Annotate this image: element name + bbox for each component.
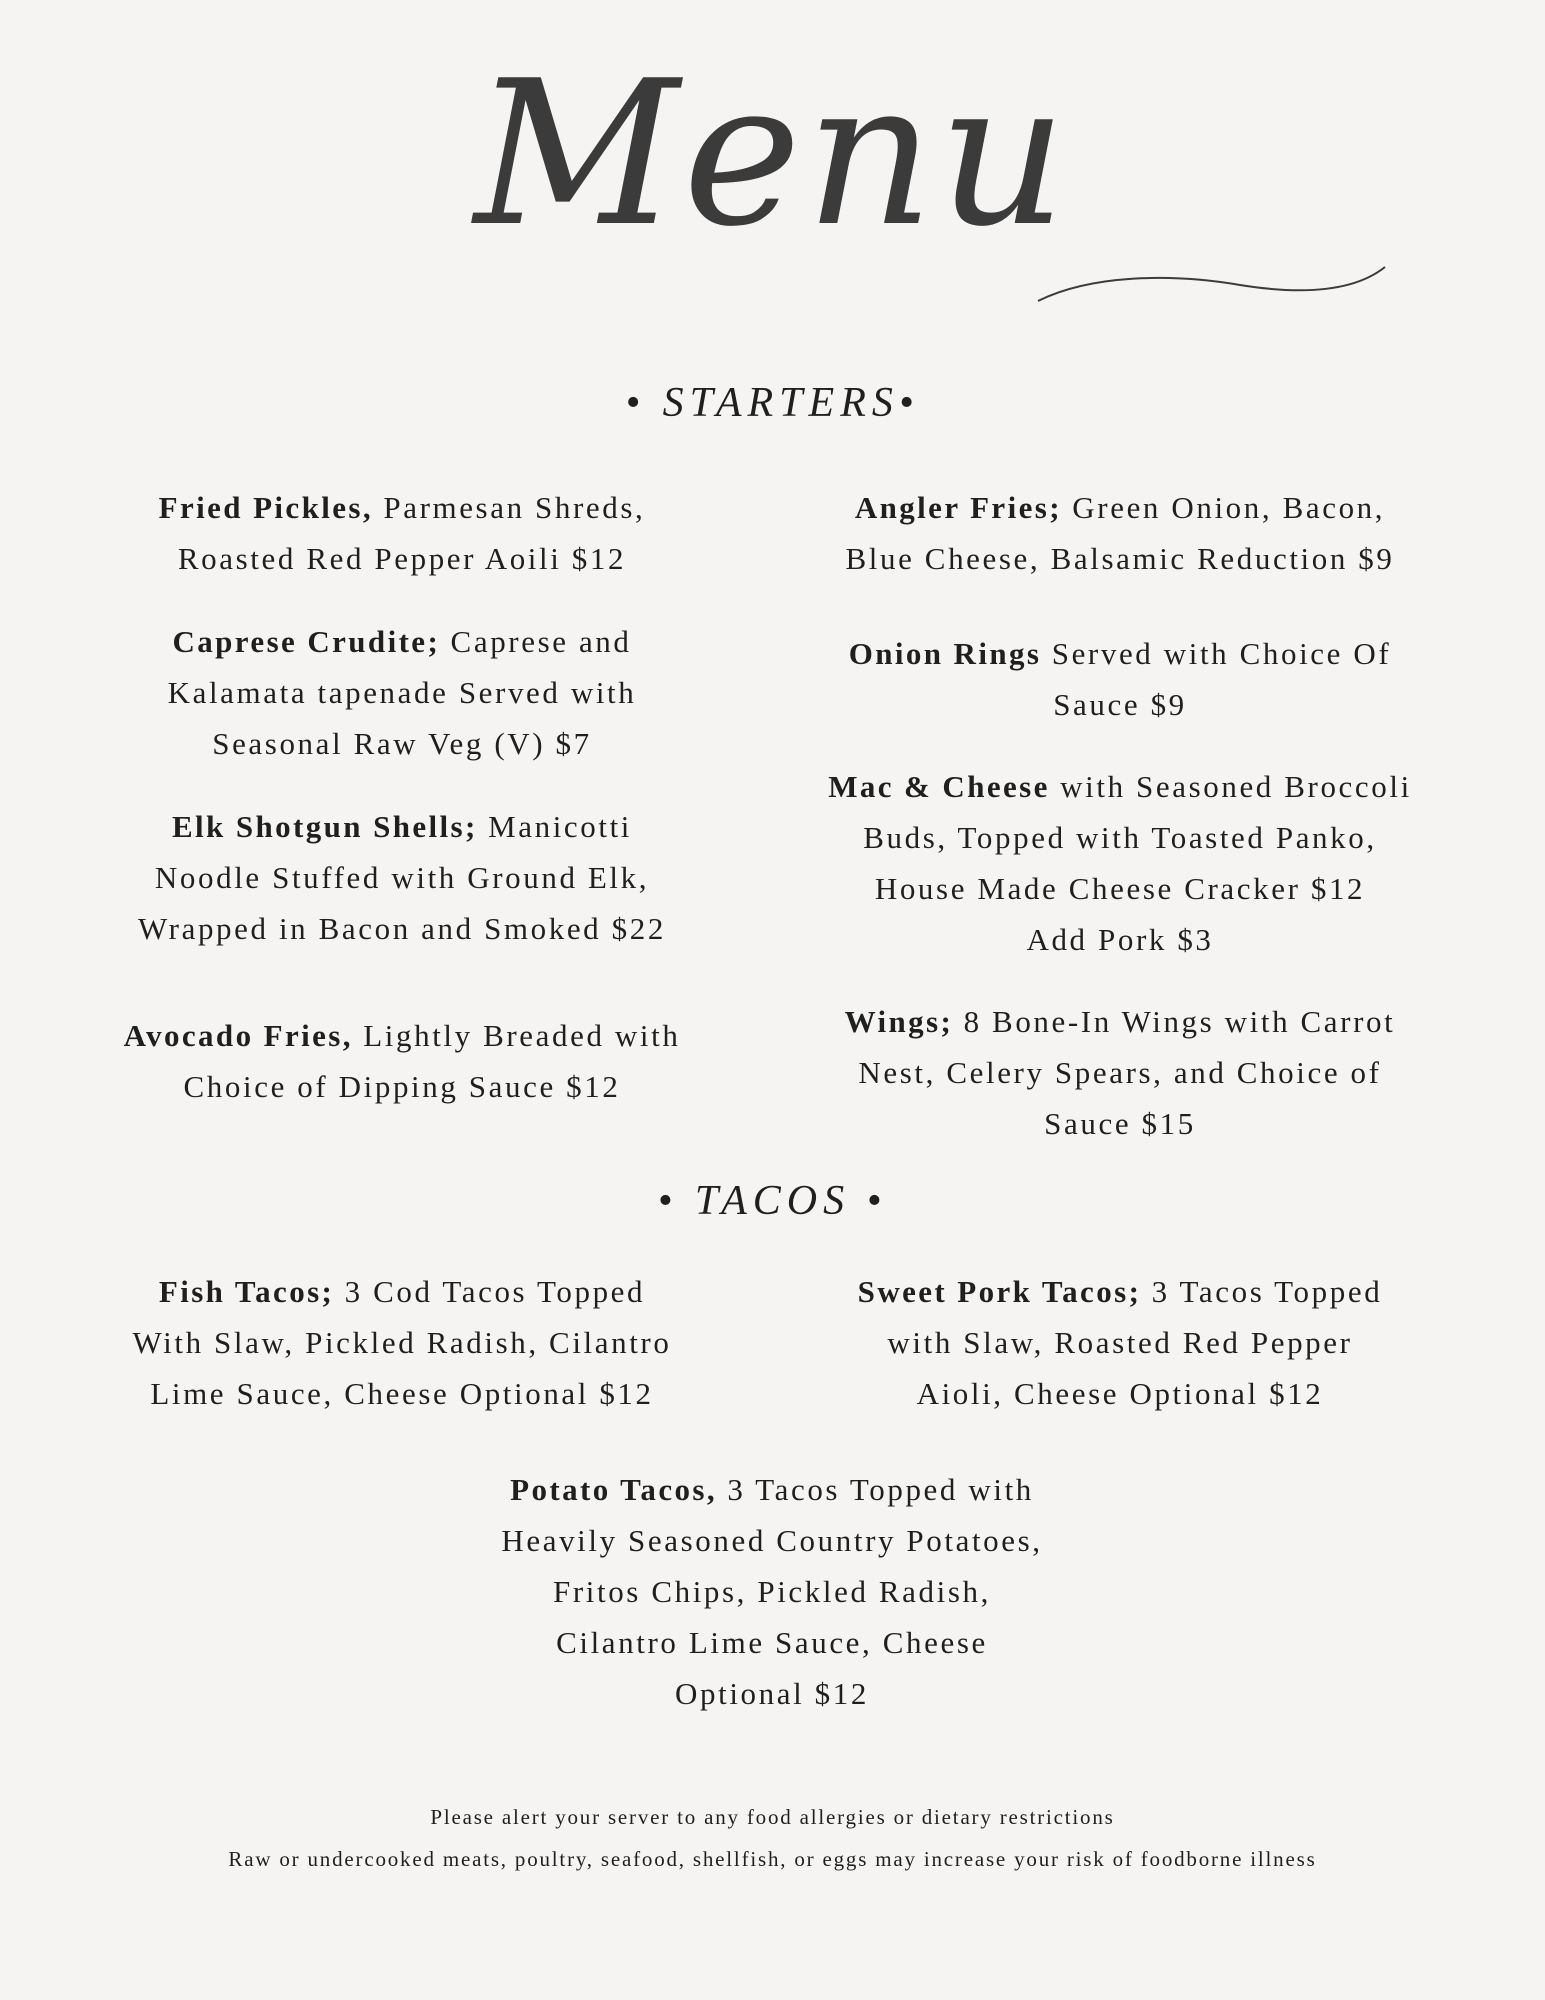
item-desc: Choice of Dipping Sauce $12 — [183, 1069, 621, 1104]
item-name: Avocado Fries, — [123, 1018, 353, 1053]
section-heading-starters: • STARTERS• — [625, 380, 920, 426]
item-desc: Served with Choice Of — [1041, 636, 1392, 671]
item-desc: Roasted Red Pepper Aoili $12 — [177, 541, 627, 576]
item-desc: Lime Sauce, Cheese Optional $12 — [150, 1376, 654, 1411]
item-desc: Heavily Seasoned Country Potatoes, — [501, 1523, 1043, 1558]
item-name: Wings; — [844, 1004, 954, 1039]
menu-item-caprese-crudite — [52, 616, 752, 769]
menu-title: Menu — [474, 38, 1071, 271]
item-desc: Optional $12 — [675, 1676, 869, 1711]
item-desc: Noodle Stuffed with Ground Elk, — [154, 860, 650, 895]
item-name: Fried Pickles, — [158, 490, 374, 525]
item-desc: Parmesan Shreds, — [373, 490, 646, 525]
item-desc: Add Pork $3 — [1026, 922, 1214, 957]
item-desc: 3 Tacos Topped — [1141, 1274, 1383, 1309]
foodborne-illness-warning: Raw or undercooked meats, poultry, seafood, shellfish, or eggs may increase your risk of foodborne illness — [228, 1847, 1317, 1871]
item-desc: Caprese and — [440, 624, 632, 659]
item-desc: Wrapped in Bacon and Smoked $22 — [138, 911, 666, 946]
item-desc: With Slaw, Pickled Radish, Cilantro — [132, 1325, 672, 1360]
item-desc: Fritos Chips, Pickled Radish, — [553, 1574, 991, 1609]
item-name: Mac & Cheese — [828, 769, 1050, 804]
menu-item-fried-pickles — [52, 482, 752, 584]
decorative-swash — [1030, 255, 1390, 305]
menu-item-avocado-fries — [52, 1010, 752, 1112]
item-desc: Sauce $9 — [1053, 687, 1187, 722]
section-heading-tacos: • TACOS • — [657, 1178, 888, 1224]
menu-item-wings — [770, 996, 1470, 1149]
allergy-notice: Please alert your server to any food allergies or dietary restrictions — [430, 1805, 1115, 1829]
menu-item-elk-shotgun-shells — [52, 801, 752, 954]
item-desc: Buds, Topped with Toasted Panko, — [863, 820, 1377, 855]
item-desc: Kalamata tapenade Served with — [167, 675, 637, 710]
item-name: Angler Fries; — [854, 490, 1062, 525]
item-name: Elk Shotgun Shells; — [171, 809, 478, 844]
item-desc: Seasonal Raw Veg (V) $7 — [212, 726, 592, 761]
menu-item-onion-rings — [770, 628, 1470, 730]
menu-item-sweet-pork-tacos — [770, 1266, 1470, 1419]
menu-item-potato-tacos — [422, 1464, 1122, 1719]
item-desc: 8 Bone-In Wings with Carrot — [953, 1004, 1396, 1039]
item-desc: House Made Cheese Cracker $12 — [874, 871, 1366, 906]
menu-item-fish-tacos — [52, 1266, 752, 1419]
item-desc: 3 Cod Tacos Topped — [334, 1274, 646, 1309]
menu-item-angler-fries — [770, 482, 1470, 584]
item-desc: Green Onion, Bacon, — [1061, 490, 1386, 525]
item-desc: Manicotti — [477, 809, 633, 844]
item-desc: Blue Cheese, Balsamic Reduction $9 — [845, 541, 1395, 576]
item-desc: 3 Tacos Topped with — [717, 1472, 1034, 1507]
item-desc: Nest, Celery Spears, and Choice of — [858, 1055, 1382, 1090]
item-name: Sweet Pork Tacos; — [857, 1274, 1142, 1309]
item-name: Potato Tacos, — [510, 1472, 717, 1507]
item-desc: Cilantro Lime Sauce, Cheese — [556, 1625, 988, 1660]
menu-item-mac-and-cheese — [770, 761, 1470, 965]
item-desc: with Slaw, Roasted Red Pepper — [887, 1325, 1353, 1360]
item-desc: Lightly Breaded with — [352, 1018, 681, 1053]
item-desc: Sauce $15 — [1044, 1106, 1196, 1141]
item-name: Fish Tacos; — [158, 1274, 335, 1309]
item-name: Caprese Crudite; — [172, 624, 441, 659]
item-desc: with Seasoned Broccoli — [1049, 769, 1412, 804]
item-desc: Aioli, Cheese Optional $12 — [916, 1376, 1324, 1411]
item-name: Onion Rings — [848, 636, 1042, 671]
